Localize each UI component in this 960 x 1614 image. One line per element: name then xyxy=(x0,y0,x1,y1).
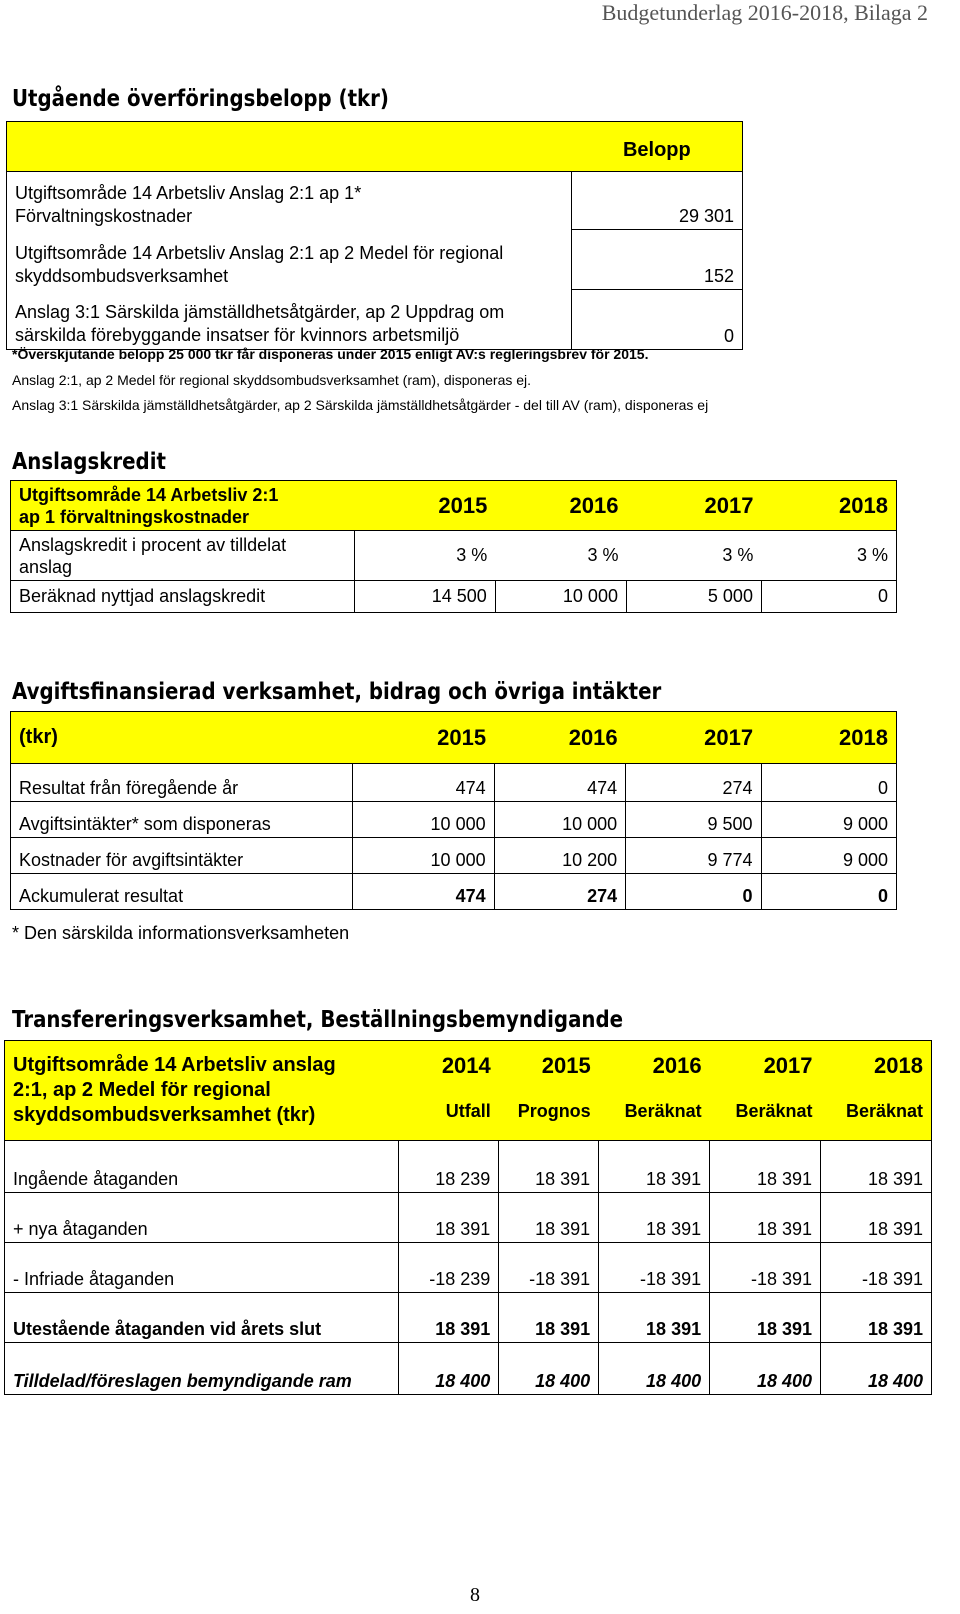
section-title-transfereringsverksamhet: Transfereringsverksamhet, Beställningsbemyndigande xyxy=(12,1007,624,1033)
year-header: 2016 xyxy=(495,481,626,531)
row-value: 474 xyxy=(353,764,494,802)
row-value: 18 391 xyxy=(821,1141,932,1193)
row-value: 18 391 xyxy=(599,1193,710,1243)
table-header-row xyxy=(5,1041,932,1141)
anslagskredit-table xyxy=(10,480,897,613)
year-subheader: Prognos xyxy=(517,1101,591,1121)
header-label-line3: skyddsombudsverksamhet (tkr) xyxy=(13,1104,316,1126)
year-subheader: Utfall xyxy=(445,1101,491,1121)
row-value: 18 400 xyxy=(821,1343,932,1395)
row-value: 18 400 xyxy=(499,1343,599,1395)
table-row xyxy=(5,1243,932,1293)
row-label-line1: Utgiftsområde 14 Arbetsliv Anslag 2:1 ap 2 Medel för regional xyxy=(15,242,504,263)
table-row xyxy=(5,1193,932,1243)
year-header: 2018 xyxy=(761,481,896,531)
header-empty-cell xyxy=(7,122,572,172)
year-header: 2017 xyxy=(626,481,761,531)
row-value: -18 391 xyxy=(710,1243,821,1293)
row-value: 18 391 xyxy=(710,1193,821,1243)
note-anslag-2-1: Anslag 2:1, ap 2 Medel för regional skyddsombudsverksamhet (ram), disponeras ej. xyxy=(12,372,532,388)
table-row xyxy=(11,531,897,581)
table-header-row xyxy=(11,481,897,531)
table-header-row xyxy=(11,712,897,764)
year-header: 2016 xyxy=(494,712,626,764)
table-row xyxy=(7,290,743,350)
header-label-line1: Utgiftsområde 14 Arbetsliv anslag xyxy=(13,1054,336,1076)
row-value: 9 500 xyxy=(626,802,761,838)
row-value: -18 391 xyxy=(499,1243,599,1293)
row-label: Resultat från föregående år xyxy=(11,764,353,802)
row-value: 9 000 xyxy=(761,838,896,874)
header-label-line2: ap 1 förvaltningskostnader xyxy=(19,506,250,527)
row-value: 3 % xyxy=(587,545,619,565)
table-row xyxy=(5,1141,932,1193)
row-value: 18 391 xyxy=(710,1293,821,1343)
avgiftsfinansierad-table xyxy=(10,711,897,910)
row-label-line2: skyddsombudsverksamhet xyxy=(15,265,229,286)
table-row xyxy=(7,172,743,230)
row-value: 18 391 xyxy=(821,1293,932,1343)
row-value: 10 000 xyxy=(494,802,626,838)
row-label: Ingående åtaganden xyxy=(5,1141,399,1193)
section-title-anslagskredit: Anslagskredit xyxy=(12,449,166,475)
row-value: 18 239 xyxy=(399,1141,499,1193)
row-value: 10 000 xyxy=(353,802,494,838)
row-label-line1: Utgiftsområde 14 Arbetsliv Anslag 2:1 ap 1* xyxy=(15,182,362,203)
footnote-informationsverksamhet: * Den särskilda informationsverksamheten xyxy=(12,923,350,943)
row-label: + nya åtaganden xyxy=(5,1193,399,1243)
row-value: 18 391 xyxy=(399,1293,499,1343)
row-value: 18 391 xyxy=(399,1193,499,1243)
row-value: 474 xyxy=(494,764,626,802)
row-value: 0 xyxy=(761,874,896,910)
row-value: 18 391 xyxy=(499,1293,599,1343)
row-value: 9 774 xyxy=(626,838,761,874)
table-row xyxy=(11,874,897,910)
table-header-row xyxy=(7,122,743,172)
row-value: 274 xyxy=(494,874,626,910)
row-value: 274 xyxy=(626,764,761,802)
row-value: 18 391 xyxy=(710,1141,821,1193)
row-label: Tilldelad/föreslagen bemyndigande ram xyxy=(5,1343,399,1395)
row-value: 3 % xyxy=(761,531,896,581)
row-value: 18 400 xyxy=(599,1343,710,1395)
page-number: 8 xyxy=(470,1584,480,1606)
year-header: 2017 xyxy=(763,1053,813,1078)
row-value: 0 xyxy=(572,290,743,350)
row-value: -18 391 xyxy=(599,1243,710,1293)
row-value: 3 % xyxy=(722,545,754,565)
row-value: 18 391 xyxy=(499,1141,599,1193)
section-title-avgiftsfinansierad: Avgiftsfinansierad verksamhet, bidrag och övriga intäkter xyxy=(12,679,662,705)
row-value: -18 391 xyxy=(821,1243,932,1293)
table-row xyxy=(5,1293,932,1343)
row-value: 9 000 xyxy=(761,802,896,838)
year-subheader: Beräknat xyxy=(735,1101,813,1121)
year-header: 2016 xyxy=(652,1053,702,1078)
row-label-line2: anslag xyxy=(19,556,73,577)
document-header-title: Budgetunderlag 2016-2018, Bilaga 2 xyxy=(601,0,928,25)
transfereringsverksamhet-table xyxy=(4,1040,932,1395)
row-value: 0 xyxy=(626,874,761,910)
row-value: 10 000 xyxy=(495,581,626,613)
row-value: -18 239 xyxy=(399,1243,499,1293)
row-value: 0 xyxy=(761,581,896,613)
note-overskjutande: *Överskjutande belopp 25 000 tkr får disponeras under 2015 enligt AV:s regleringsbrev för 2015. xyxy=(12,346,649,362)
row-value: 18 400 xyxy=(710,1343,821,1395)
row-value: 18 391 xyxy=(821,1193,932,1243)
row-value: 14 500 xyxy=(355,581,496,613)
year-header: 2015 xyxy=(355,481,496,531)
row-value: 29 301 xyxy=(572,172,743,230)
year-header: 2014 xyxy=(441,1053,491,1078)
row-value: 5 000 xyxy=(626,581,761,613)
table-row xyxy=(11,838,897,874)
row-label: Ackumulerat resultat xyxy=(11,874,353,910)
overforingsbelopp-table xyxy=(6,121,743,350)
row-value: 18 400 xyxy=(399,1343,499,1395)
row-label-line1: Anslagskredit i procent av tilldelat xyxy=(19,534,287,555)
table-row xyxy=(11,802,897,838)
row-label: Utestående åtaganden vid årets slut xyxy=(5,1293,399,1343)
header-label-line2: 2:1, ap 2 Medel för regional xyxy=(13,1079,271,1101)
row-value: 18 391 xyxy=(599,1141,710,1193)
row-label: - Infriade åtaganden xyxy=(5,1243,399,1293)
table-row xyxy=(7,230,743,290)
row-value: 474 xyxy=(353,874,494,910)
row-label: Beräknad nyttjad anslagskredit xyxy=(11,581,355,613)
row-label-line2: särskilda förebyggande insatser för kvinnors arbetsmiljö xyxy=(15,325,460,345)
year-subheader: Beräknat xyxy=(624,1101,702,1121)
table-row xyxy=(5,1343,932,1395)
belopp-header: Belopp xyxy=(572,122,743,172)
row-label-line2: Förvaltningskostnader xyxy=(15,205,193,226)
row-label: Avgiftsintäkter* som disponeras xyxy=(11,802,353,838)
row-label: Kostnader för avgiftsintäkter xyxy=(11,838,353,874)
table-row xyxy=(11,764,897,802)
row-value: 10 000 xyxy=(353,838,494,874)
row-value: 10 200 xyxy=(494,838,626,874)
row-value: 18 391 xyxy=(499,1193,599,1243)
section-title-overforingsbelopp: Utgående överföringsbelopp (tkr) xyxy=(12,86,389,112)
header-label: (tkr) xyxy=(11,712,353,764)
header-label-line1: Utgiftsområde 14 Arbetsliv 2:1 xyxy=(19,484,279,505)
row-value: 0 xyxy=(761,764,896,802)
year-header: 2018 xyxy=(874,1053,923,1078)
table-row xyxy=(11,581,897,613)
note-anslag-3-1: Anslag 3:1 Särskilda jämställdhetsåtgärder, ap 2 Särskilda jämställdhetsåtgärder - del till AV (ram), disponeras ej xyxy=(12,397,709,413)
year-header: 2015 xyxy=(353,712,494,764)
row-value: 3 % xyxy=(456,545,488,565)
year-header: 2018 xyxy=(761,712,896,764)
year-header: 2015 xyxy=(541,1053,591,1078)
row-value: 18 391 xyxy=(599,1293,710,1343)
row-value: 152 xyxy=(572,230,743,290)
year-header: 2017 xyxy=(626,712,761,764)
row-label-line1: Anslag 3:1 Särskilda jämställdhetsåtgärder, ap 2 Uppdrag om xyxy=(15,302,505,322)
year-subheader: Beräknat xyxy=(845,1101,923,1121)
